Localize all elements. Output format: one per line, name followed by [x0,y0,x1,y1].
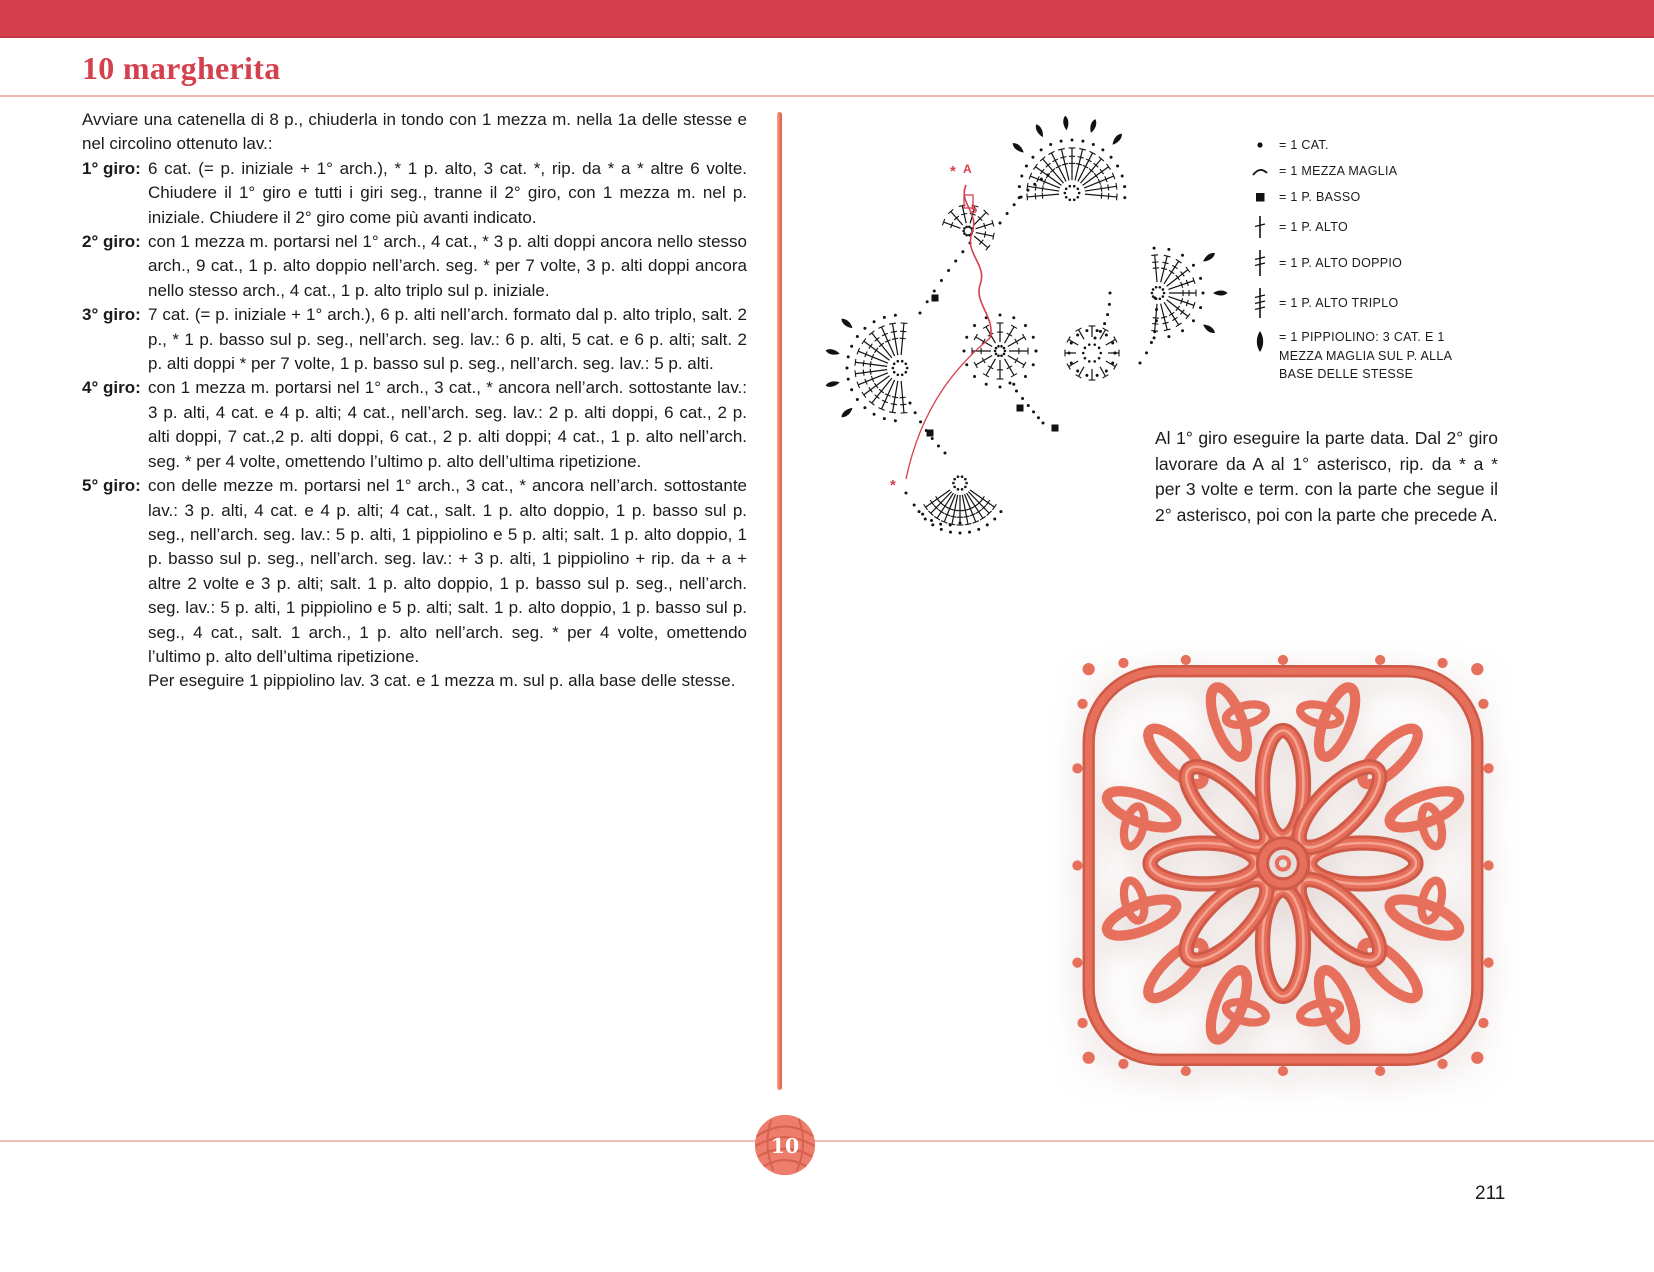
legend-text: = 1 MEZZA MAGLIA [1279,164,1398,179]
legend-item [1250,248,1488,278]
round-text: con 1 mezza m. portarsi nel 1° arch., 4 cat., * 3 p. alti doppi ancora nello stesso arch., 9 cat., 1 p. alto doppio nell’arch. seg. * per 7 volte, 3 p. alti doppi ancora nello stesso arch., 4 cat., 1 p. alto triplo sul p. iniziale. [148,232,747,300]
legend-item [1250,136,1488,154]
chart-asterisk-top: * [950,163,956,180]
round-row [82,157,747,230]
round-label: 1° giro: [82,158,141,178]
chain-stitch-icon [1250,136,1270,154]
legend-text: = 1 P. ALTO TRIPLO [1279,296,1399,311]
round-row [82,376,747,474]
round-text: con delle mezze m. portarsi nel 1° arch., 3 cat., * ancora nell’arch. sottostante lav.: 3 p. alti, 4 cat. e 4 p. alti; 4 cat., salt. 1 p. alto doppio, 1 p. basso sul p. seg., nell’arch. seg. lav.: 5 p. alti, 1 pippiolino e 5 p. alti; salt. 1 p. alto doppio, 1 p. basso sul p. seg., nell’arch. seg. lav.: + 3 p. alti, 1 pippiolino + rip. da + a + altre 2 volte e 3 p. alti; salt. 1 p. alto doppio, 1 p. basso sul p. seg., nell’arch. seg. lav.: 5 p. alti, 1 pippiolino e 5 p. alti; salt. 1 p. alto doppio, 1 p. basso sul p. seg., 4 cat., salt. 1 arch., 1 p. alto nell’arch. seg. * per 4 volte, omettendo l’ultimo p. alto dell’ultima ripetizione. [148,476,747,666]
crochet-motif-drawing [1058,638,1508,1093]
legend-item [1250,286,1488,320]
round-row [82,230,747,303]
round-label [82,669,148,693]
double-treble-icon [1250,286,1270,320]
round-row [82,669,747,693]
round-row [82,303,747,376]
legend-item [1250,188,1488,206]
pattern-instructions [82,108,747,694]
legend-text: = 1 P. ALTO [1279,220,1348,235]
top-red-bar [0,0,1654,38]
legend-item [1250,162,1488,180]
legend-text: = 1 PIPPIOLINO: 3 CAT. E 1 MEZZA MAGLIA SUL P. ALLA BASE DELLE STESSE [1279,330,1452,381]
round-text: 6 cat. (= p. iniziale + 1° arch.), * 1 p. alto, 3 cat. *, rip. da * a * altre 6 volte. Chiudere il 1° giro e tutti i giri seg., tranne il 2° giro, con 1 mezza m. nel p. iniziale. Chiudere il 2° giro come più avanti indicato. [148,158,747,227]
legend-text: = 1 P. ALTO DOPPIO [1279,256,1403,271]
round-text: con 1 mezza m. portarsi nel 1° arch., 3 cat., * ancora nell’arch. sottostante lav.: 3 p. alti, 4 cat. e 4 p. alti; 4 cat., nell’arch. seg. lav.: 2 p. alti doppi, 6 cat., 2 p. alti doppi, 7 cat.,2 p. alti doppi, 6 cat., 2 p. alti doppi; 4 cat., 1 p. alto nell’arch. seg. * per 4 volte, omettendo l’ultimo p. alto dell’ultima ripetizione. [148,378,747,471]
round-row [82,474,747,669]
round-label: 4° giro: [82,378,141,398]
legend-text: = 1 P. BASSO [1279,190,1361,205]
chart-label-a: A [963,162,972,176]
round-text: Per eseguire 1 pippiolino lav. 3 cat. e 1 mezza m. sul p. alla base delle stesse. [148,671,736,691]
chart-digit-label: 5 [971,204,978,216]
yarn-thread-divider [777,112,782,1090]
footer-rule [0,1140,1654,1142]
page-number: 211 [1475,1183,1506,1204]
chart-reading-note: Al 1° giro eseguire la parte data. Dal 2° giro lavorare da A al 1° asterisco, rip. da * a * per 3 volte e term. con la parte che segue il 2° asterisco, poi con la parte che precede A. [1155,428,1498,525]
page-title: 10 margherita [82,50,281,86]
legend-item [1250,214,1488,240]
legend-text: = 1 CAT. [1279,138,1329,152]
slip-stitch-icon [1250,162,1270,180]
chart-asterisk-bottom: * [890,477,896,494]
header-rule [0,95,1654,97]
double-crochet-icon [1250,214,1270,240]
instructions-intro: Avviare una catenella di 8 p., chiuderla in tondo con 1 mezza m. nella 1a delle stesse e nel circolino ottenuto lav.: [82,110,747,154]
round-label: 5° giro: [82,476,141,496]
round-label: 3° giro: [82,305,141,325]
round-label: 2° giro: [82,232,141,252]
yarn-ball-icon [751,1111,819,1179]
stitch-legend [1250,136,1488,391]
legend-item [1250,328,1488,382]
treble-crochet-icon [1250,248,1270,278]
ball-number: 10 [770,1133,800,1158]
single-crochet-icon [1250,188,1270,206]
round-text: 7 cat. (= p. iniziale + 1° arch.), 6 p. alti nell’arch. formato dal p. alto triplo, salt. 2 p., * 1 p. basso sul p. seg., nell’arch. seg. lav.: 6 p. alti, 5 cat. e 6 p. alti; salt. 2 p. alti doppi * per 7 volte, 1 p. basso sul p. seg., nell’arch. seg. lav.: 5 p. alti. [148,305,747,374]
crochet-motif-photo [1058,638,1508,1093]
picot-icon [1250,328,1270,354]
